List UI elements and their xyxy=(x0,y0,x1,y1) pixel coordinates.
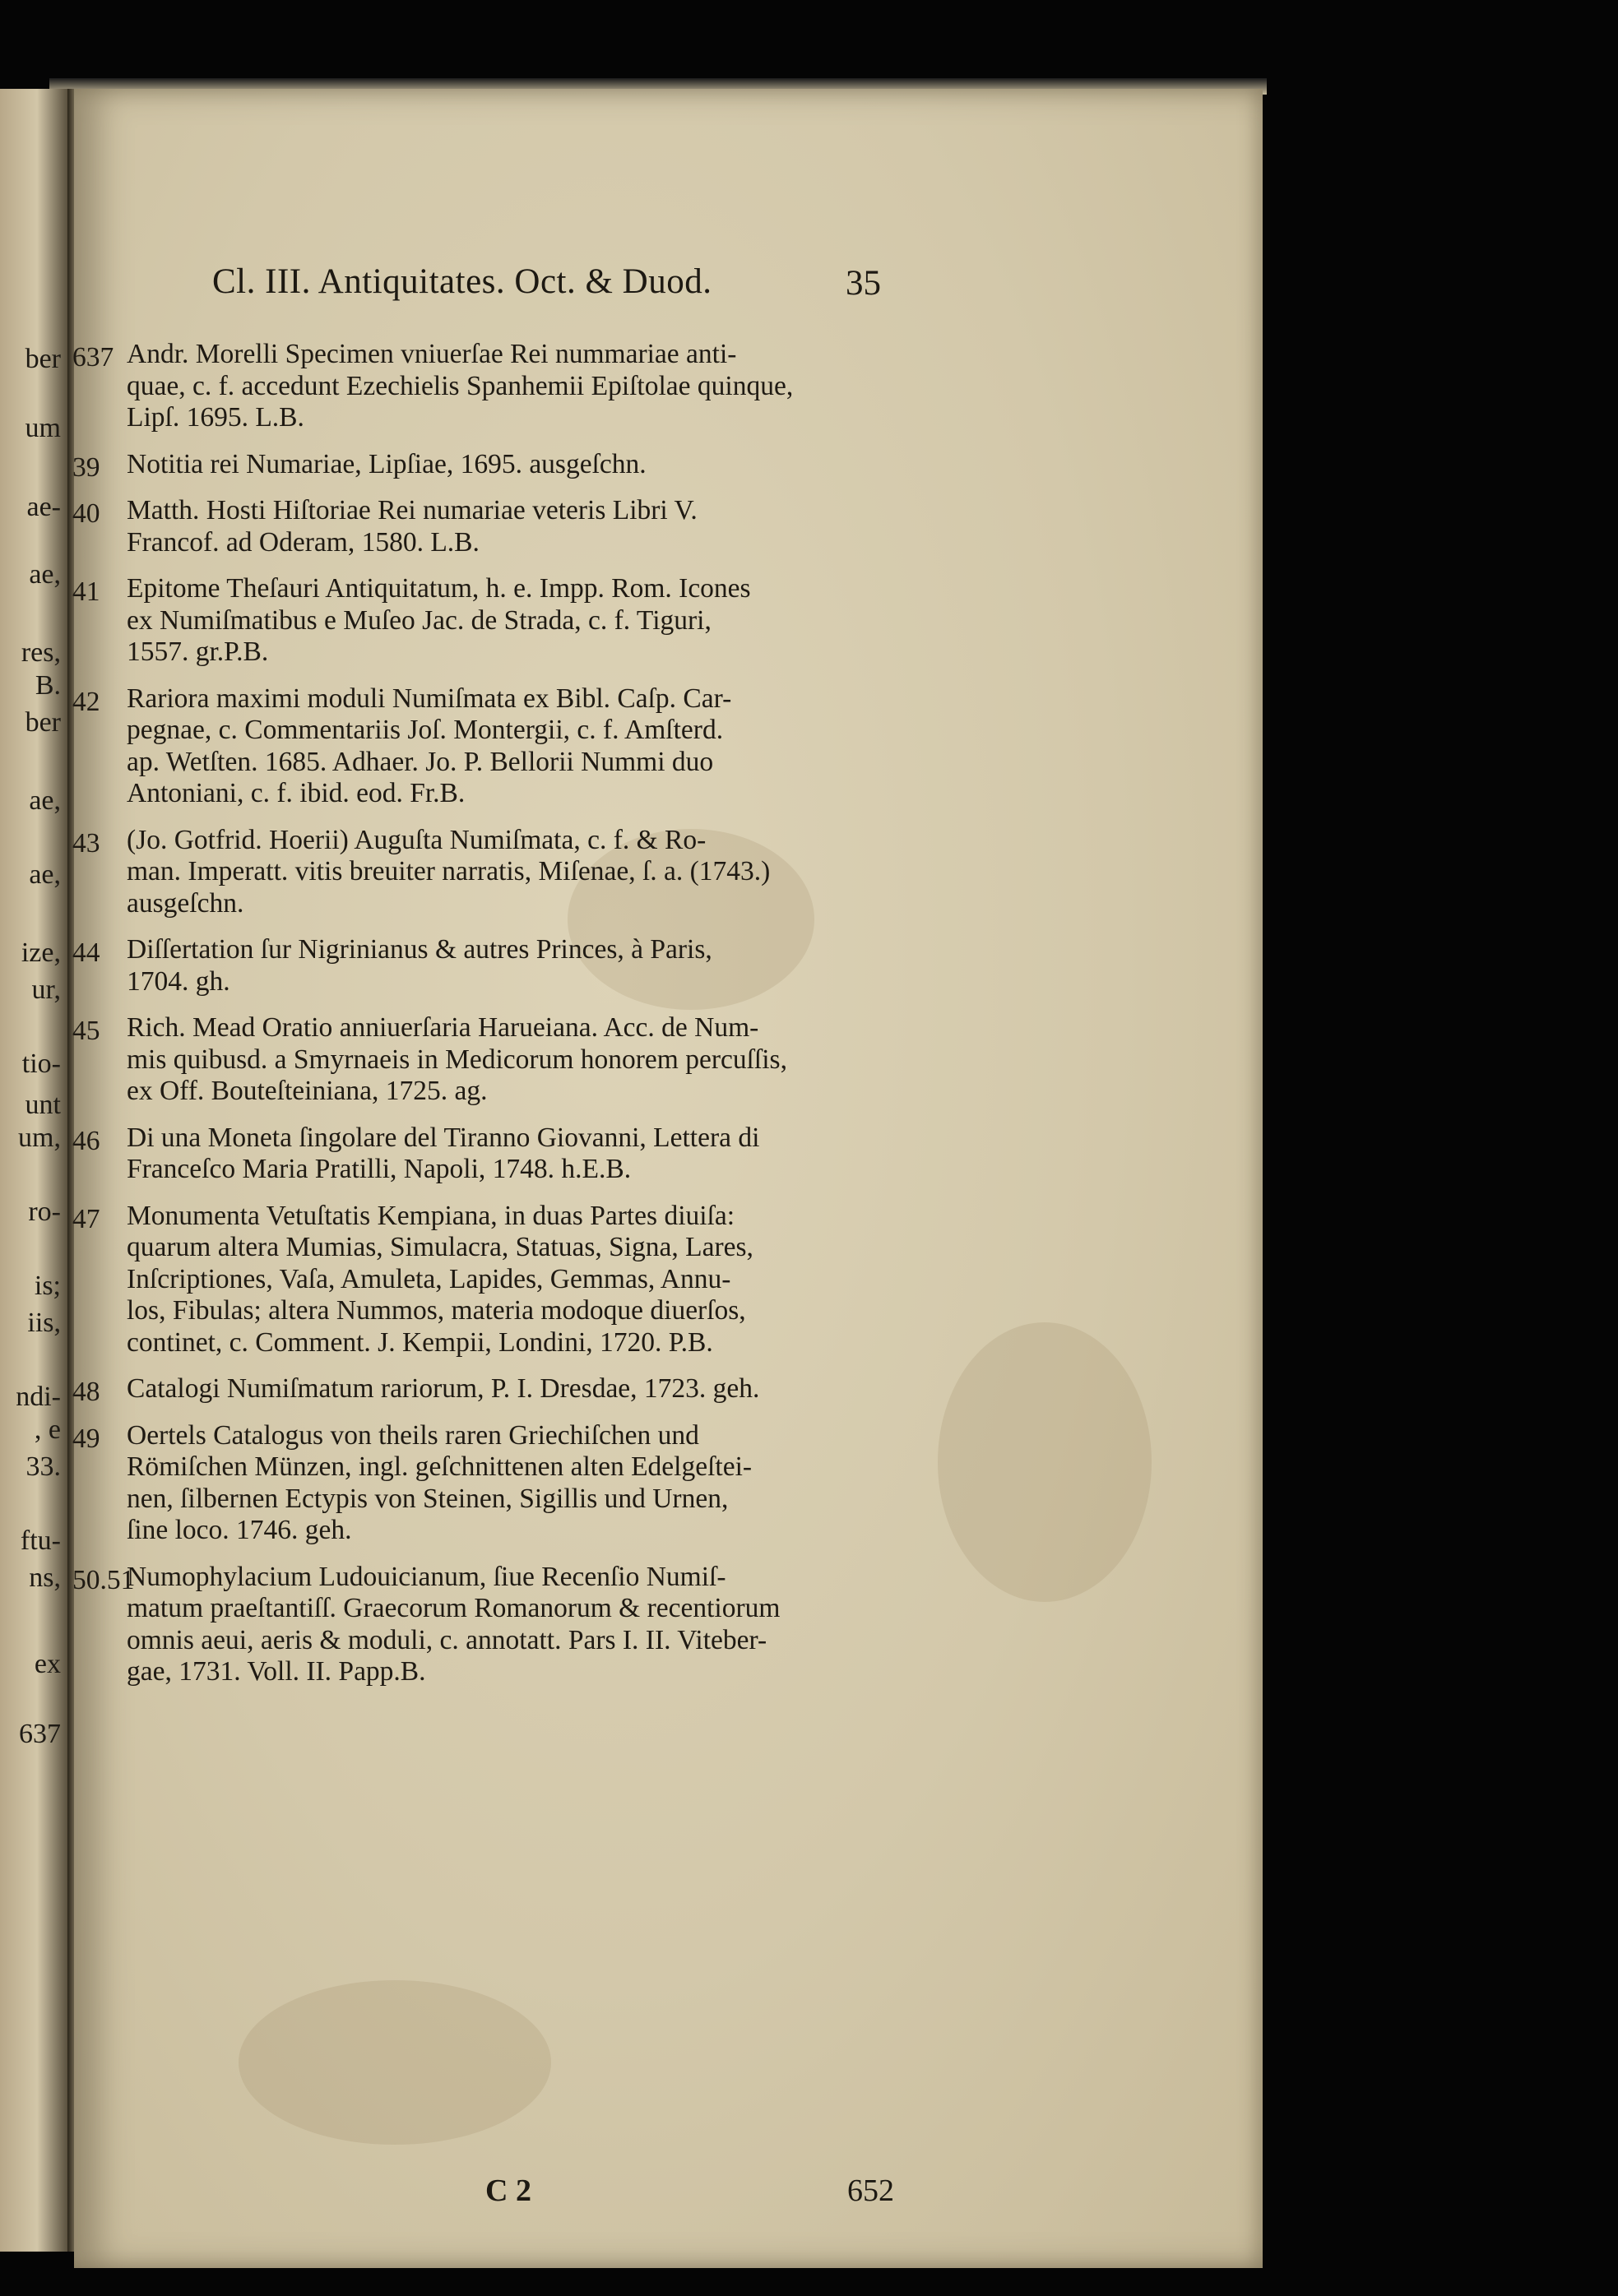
entry-line: pegnae, c. Commentariis Joſ. Montergii, c. f. Amſterd. xyxy=(127,715,724,745)
facing-page-fragment: ro- xyxy=(28,1197,61,1227)
entry-number: 39 xyxy=(72,451,100,483)
entry-line: matum praeſtantiſſ. Graecorum Romanorum & recentiorum xyxy=(127,1593,781,1623)
facing-page-fragment: ize, xyxy=(21,937,61,968)
facing-page-fragment: ae, xyxy=(29,785,61,816)
entry-line: mis quibusd. a Smyrnaeis in Medicorum honorem percuſſis, xyxy=(127,1044,787,1075)
facing-page-fragment: ber xyxy=(25,344,61,374)
facing-page-fragment: ftu- xyxy=(20,1525,61,1556)
entry-number: 40 xyxy=(72,498,100,529)
facing-page-fragment: res, xyxy=(21,637,61,668)
entry-line: los, Fibulas; altera Nummos, materia modoque diuerſos, xyxy=(127,1295,746,1326)
entry-line: ap. Wetſten. 1685. Adhaer. Jo. P. Bellorii Nummi duo xyxy=(127,746,714,777)
entry-line: Catalogi Numiſmatum rariorum, P. I. Dresdae, 1723. geh. xyxy=(127,1373,760,1404)
entry-line: (Jo. Gotfrid. Hoerii) Auguſta Numiſmata, c. f. & Ro- xyxy=(127,824,707,855)
catalog-entry xyxy=(72,573,911,669)
catalog-entry xyxy=(72,1123,911,1186)
entry-number: 46 xyxy=(72,1125,100,1156)
catalog-entry xyxy=(72,1562,911,1688)
facing-page-fragment: 33. xyxy=(25,1451,61,1482)
entry-line: man. Imperatt. vitis breuiter narratis, Miſenae, ſ. a. (1743.) xyxy=(127,856,771,886)
catalog-entry xyxy=(72,339,911,434)
entry-line: quarum altera Mumias, Simulacra, Statuas, Signa, Lares, xyxy=(127,1232,753,1262)
entry-line: gae, 1731. Voll. II. Papp.B. xyxy=(127,1656,426,1687)
entry-line: Andr. Morelli Specimen vniuerſae Rei nummariae anti- xyxy=(127,339,737,369)
catalog-entry xyxy=(72,1201,911,1359)
entry-line: Epitome Theſauri Antiquitatum, h. e. Impp. Rom. Icones xyxy=(127,573,751,604)
catalog-entry xyxy=(72,449,911,481)
entry-number: 48 xyxy=(72,1377,100,1407)
entry-line: Oertels Catalogus von theils raren Griechiſchen und xyxy=(127,1419,699,1451)
facing-page-fragment: um xyxy=(25,413,61,443)
facing-page-fragment: ndi- xyxy=(16,1382,61,1412)
entry-line: Francof. ad Oderam, 1580. L.B. xyxy=(127,526,480,558)
entry-text xyxy=(127,1012,911,1108)
entry-line: quae, c. f. accedunt Ezechielis Spanhemii Epiſtolae quinque, xyxy=(127,370,794,401)
entry-line: Antoniani, c. f. ibid. eod. Fr.B. xyxy=(127,778,466,808)
entry-number: 43 xyxy=(72,827,100,859)
entry-line: Rariora maximi moduli Numiſmata ex Bibl. Caſp. Car- xyxy=(127,683,732,714)
paper-stain xyxy=(239,1980,551,2145)
entry-text xyxy=(127,449,911,481)
entry-line: ausgeſchn. xyxy=(127,887,244,919)
entry-text xyxy=(127,573,911,669)
entry-number: 41 xyxy=(72,576,100,607)
entry-text xyxy=(127,683,911,810)
entry-line: Matth. Hosti Hiſtoriae Rei numariae veteris Libri V. xyxy=(127,495,698,525)
facing-page-text xyxy=(0,0,67,2296)
entry-line: Numophylacium Ludouicianum, ſiue Recenſio Numiſ- xyxy=(127,1561,726,1592)
catalog-entry xyxy=(72,1012,911,1108)
entry-number: 42 xyxy=(72,686,100,717)
entry-text xyxy=(127,339,911,434)
signature-mark: C 2 xyxy=(485,2173,531,2208)
entry-line: continet, c. Comment. J. Kempii, Londini, 1720. P.B. xyxy=(127,1326,713,1358)
facing-page-fragment: iis, xyxy=(27,1308,61,1338)
entry-line: nen, ſilbernen Ectypis von Steinen, Sigillis und Urnen, xyxy=(127,1483,729,1514)
entry-line: ex Numiſmatibus e Muſeo Jac. de Strada, c. f. Tiguri, xyxy=(127,604,712,636)
page-number: 35 xyxy=(846,264,881,303)
entry-text xyxy=(127,825,911,920)
entry-line: Franceſco Maria Pratilli, Napoli, 1748. h.E.B. xyxy=(127,1154,632,1184)
catalog-entries xyxy=(72,339,911,1703)
facing-page-fragment: ae- xyxy=(26,492,61,522)
entry-line: Notitia rei Numariae, Lipſiae, 1695. ausgeſchn. xyxy=(127,448,647,479)
catalog-entry xyxy=(72,825,911,920)
catalog-entry xyxy=(72,495,911,558)
entry-line: Römiſchen Münzen, ingl. geſchnittenen alten Edelgeſtei- xyxy=(127,1451,753,1482)
entry-line: Diſſertation ſur Nigrinianus & autres Princes, à Paris, xyxy=(127,934,712,965)
entry-number: 49 xyxy=(72,1423,100,1454)
catalog-entry xyxy=(72,1373,911,1405)
facing-page-fragment: B. xyxy=(35,670,61,701)
entry-line: 1704. gh. xyxy=(127,965,230,997)
facing-page-fragment: ex xyxy=(34,1649,61,1679)
facing-page-fragment: ae, xyxy=(29,859,61,890)
entry-line: ſine loco. 1746. geh. xyxy=(127,1515,352,1545)
entry-number: 47 xyxy=(72,1203,100,1234)
facing-page-fragment: tio- xyxy=(21,1048,61,1079)
entry-line: Rich. Mead Oratio anniuerſaria Harueiana. Acc. de Num- xyxy=(127,1012,759,1043)
facing-page-fragment: is; xyxy=(34,1271,61,1301)
catalog-entry xyxy=(72,683,911,810)
running-header: Cl. III. Antiquitates. Oct. & Duod. xyxy=(212,262,712,301)
facing-page-fragment: um, xyxy=(18,1123,61,1153)
entry-line: ex Off. Bouteſteiniana, 1725. ag. xyxy=(127,1076,488,1106)
facing-page-fragment: ns, xyxy=(29,1562,61,1593)
paper-stain xyxy=(938,1322,1152,1602)
facing-page-fragment: , e xyxy=(34,1414,61,1445)
entry-number: 45 xyxy=(72,1016,100,1046)
entry-number: 637 xyxy=(72,342,114,373)
facing-page-fragment: unt xyxy=(25,1090,61,1120)
entry-line: Di una Moneta ſingolare del Tiranno Giovanni, Lettera di xyxy=(127,1122,760,1153)
entry-line: omnis aeui, aeris & moduli, c. annotatt. Pars I. II. Viteber- xyxy=(127,1624,767,1655)
facing-page-fragment: ber xyxy=(25,707,61,738)
facing-page-fragment: ur, xyxy=(31,974,61,1005)
entry-text xyxy=(127,1123,911,1186)
facing-page-fragment: ae, xyxy=(29,559,61,590)
entry-number: 50.51 xyxy=(72,1564,135,1595)
catalog-entry xyxy=(72,934,911,998)
entry-line: Monumenta Vetuſtatis Kempiana, in duas Partes diuiſa: xyxy=(127,1200,735,1231)
entry-text xyxy=(127,1420,911,1547)
entry-text xyxy=(127,1373,911,1405)
entry-text xyxy=(127,934,911,998)
facing-page-fragment: 637 xyxy=(19,1719,61,1749)
catalog-entry xyxy=(72,1420,911,1547)
entry-text xyxy=(127,1562,911,1688)
entry-text xyxy=(127,1201,911,1359)
entry-line: Lipſ. 1695. L.B. xyxy=(127,402,304,433)
entry-line: 1557. gr.P.B. xyxy=(127,636,269,667)
entry-line: Inſcriptiones, Vaſa, Amuleta, Lapides, Gemmas, Annu- xyxy=(127,1263,731,1294)
entry-text xyxy=(127,495,911,558)
catchword: 652 xyxy=(847,2173,894,2208)
entry-number: 44 xyxy=(72,937,100,968)
